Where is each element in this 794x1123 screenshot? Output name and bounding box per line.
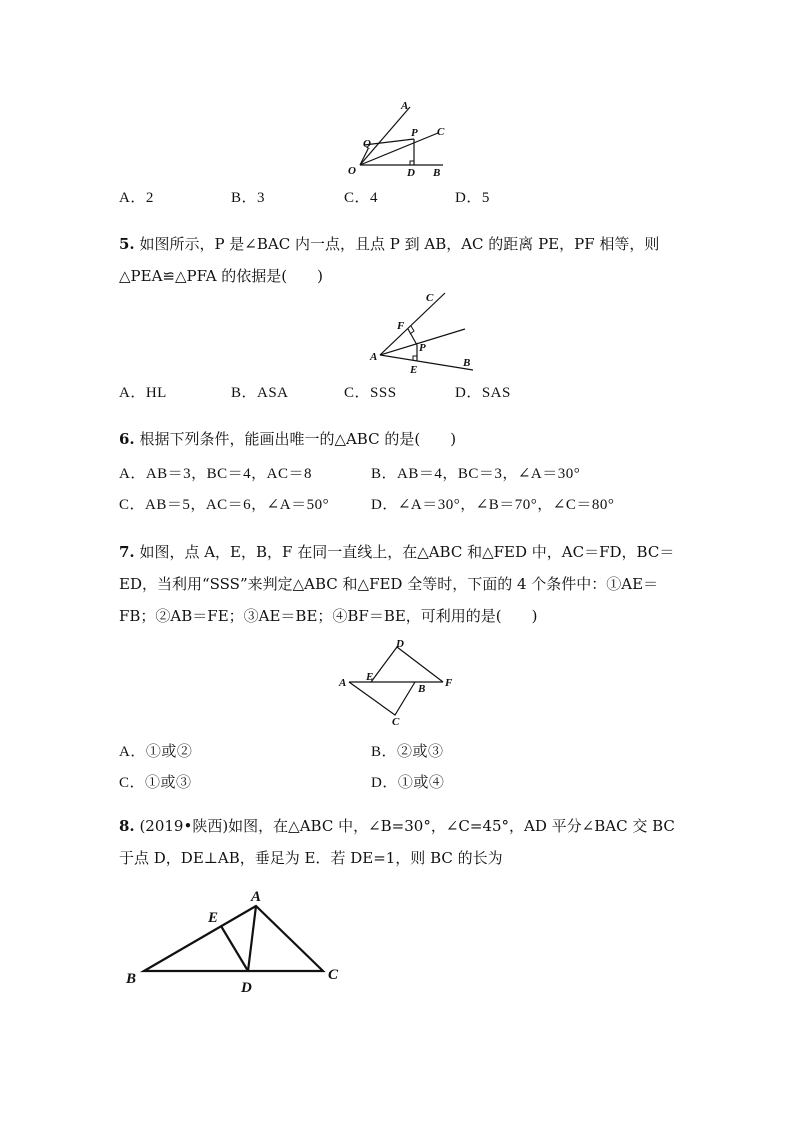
- q4-label-o: O: [348, 165, 356, 177]
- q6-text-1: 根据下列条件，能画出唯一的△ABC 的是( ): [134, 430, 457, 448]
- q7-label-e: E: [366, 671, 374, 683]
- q5-text-2: △PEA≌△PFA 的依据是( ): [119, 267, 324, 285]
- q5-text-1: 如图所示，P 是∠BAC 内一点，且点 P 到 AB，AC 的距离 PE，PF 相等，则: [134, 235, 660, 253]
- q4-label-a: A: [401, 100, 409, 112]
- q6-option-c: C．AB＝5，AC＝6，∠A＝50°: [119, 497, 330, 513]
- q7-line-1: [119, 536, 679, 568]
- q5-label-b: B: [463, 357, 471, 369]
- q5-option-a: A．HL: [119, 385, 167, 401]
- q7-label-c: C: [392, 716, 400, 728]
- q7-text-3: FB；②AB＝FE；③AE＝BE；④BF＝BE，可利用的是( ): [119, 607, 538, 625]
- q7-label-d: D: [396, 638, 404, 650]
- q7-label-f: F: [445, 677, 453, 689]
- q5-label-p: P: [419, 342, 426, 354]
- q4-label-d: D: [407, 167, 415, 179]
- q5-number: 5.: [119, 235, 135, 253]
- q7-text-2: ED，当利用“SSS”来判定△ABC 和△FED 全等时，下面的 4 个条件中：①AE＝: [119, 575, 659, 593]
- q8-text-1: (2019•陕西)如图，在△ABC 中，∠B=30°，∠C=45°，AD 平分∠BAC 交 BC: [134, 817, 675, 835]
- question-7: [119, 536, 679, 632]
- q8-label-b: B: [126, 971, 137, 987]
- q8-text-2: 于点 D，DE⊥AB，垂足为 E．若 DE=1，则 BC 的长为: [119, 849, 503, 867]
- q7-option-d: D．①或④: [371, 775, 445, 791]
- q8-label-e: E: [208, 910, 219, 926]
- q8-figure: [120, 882, 350, 997]
- q7-option-b: B．②或③: [371, 744, 444, 760]
- q8-label-a: A: [251, 889, 262, 905]
- q6-option-b: B．AB＝4，BC＝3，∠A＝30°: [371, 466, 581, 482]
- q4-label-q: Q: [363, 138, 371, 150]
- q6-number: 6.: [119, 430, 135, 448]
- q5-line-1: [119, 228, 679, 260]
- q4-label-b: B: [433, 167, 441, 179]
- q7-number: 7.: [119, 543, 135, 561]
- q8-line-1: [119, 810, 679, 842]
- question-6: [119, 423, 679, 455]
- q6-option-d: D．∠A＝30°，∠B＝70°，∠C＝80°: [371, 497, 615, 513]
- q5-option-b: B．ASA: [231, 385, 289, 401]
- q4-option-c: C．4: [344, 190, 379, 206]
- q7-option-c: C．①或③: [119, 775, 192, 791]
- q8-label-c: C: [328, 967, 339, 983]
- q5-label-c: C: [426, 292, 434, 304]
- q8-label-d: D: [241, 980, 252, 996]
- question-8: [119, 810, 679, 874]
- q8-number: 8.: [119, 817, 135, 835]
- q5-figure: [365, 285, 480, 380]
- q4-figure: [340, 95, 460, 180]
- q6-line-1: [119, 423, 679, 455]
- q4-label-p: P: [411, 127, 418, 139]
- q5-label-a: A: [370, 351, 378, 363]
- question-5: [119, 228, 679, 292]
- q4-option-a: A．2: [119, 190, 154, 206]
- q7-option-a: A．①或②: [119, 744, 193, 760]
- q5-label-f: F: [397, 320, 405, 332]
- q6-option-a: A．AB＝3，BC＝4，AC＝8: [119, 466, 313, 482]
- q7-figure: [335, 635, 460, 730]
- q7-text-1: 如图，点 A，E，B，F 在同一直线上，在△ABC 和△FED 中，AC＝FD，BC＝: [134, 543, 675, 561]
- q7-label-a: A: [339, 677, 347, 689]
- q5-label-e: E: [410, 364, 418, 376]
- q7-label-b: B: [418, 683, 426, 695]
- q4-option-b: B．3: [231, 190, 266, 206]
- q4-label-c: C: [437, 126, 445, 138]
- q4-option-d: D．5: [455, 190, 490, 206]
- q5-option-c: C．SSS: [344, 385, 397, 401]
- q5-option-d: D．SAS: [455, 385, 511, 401]
